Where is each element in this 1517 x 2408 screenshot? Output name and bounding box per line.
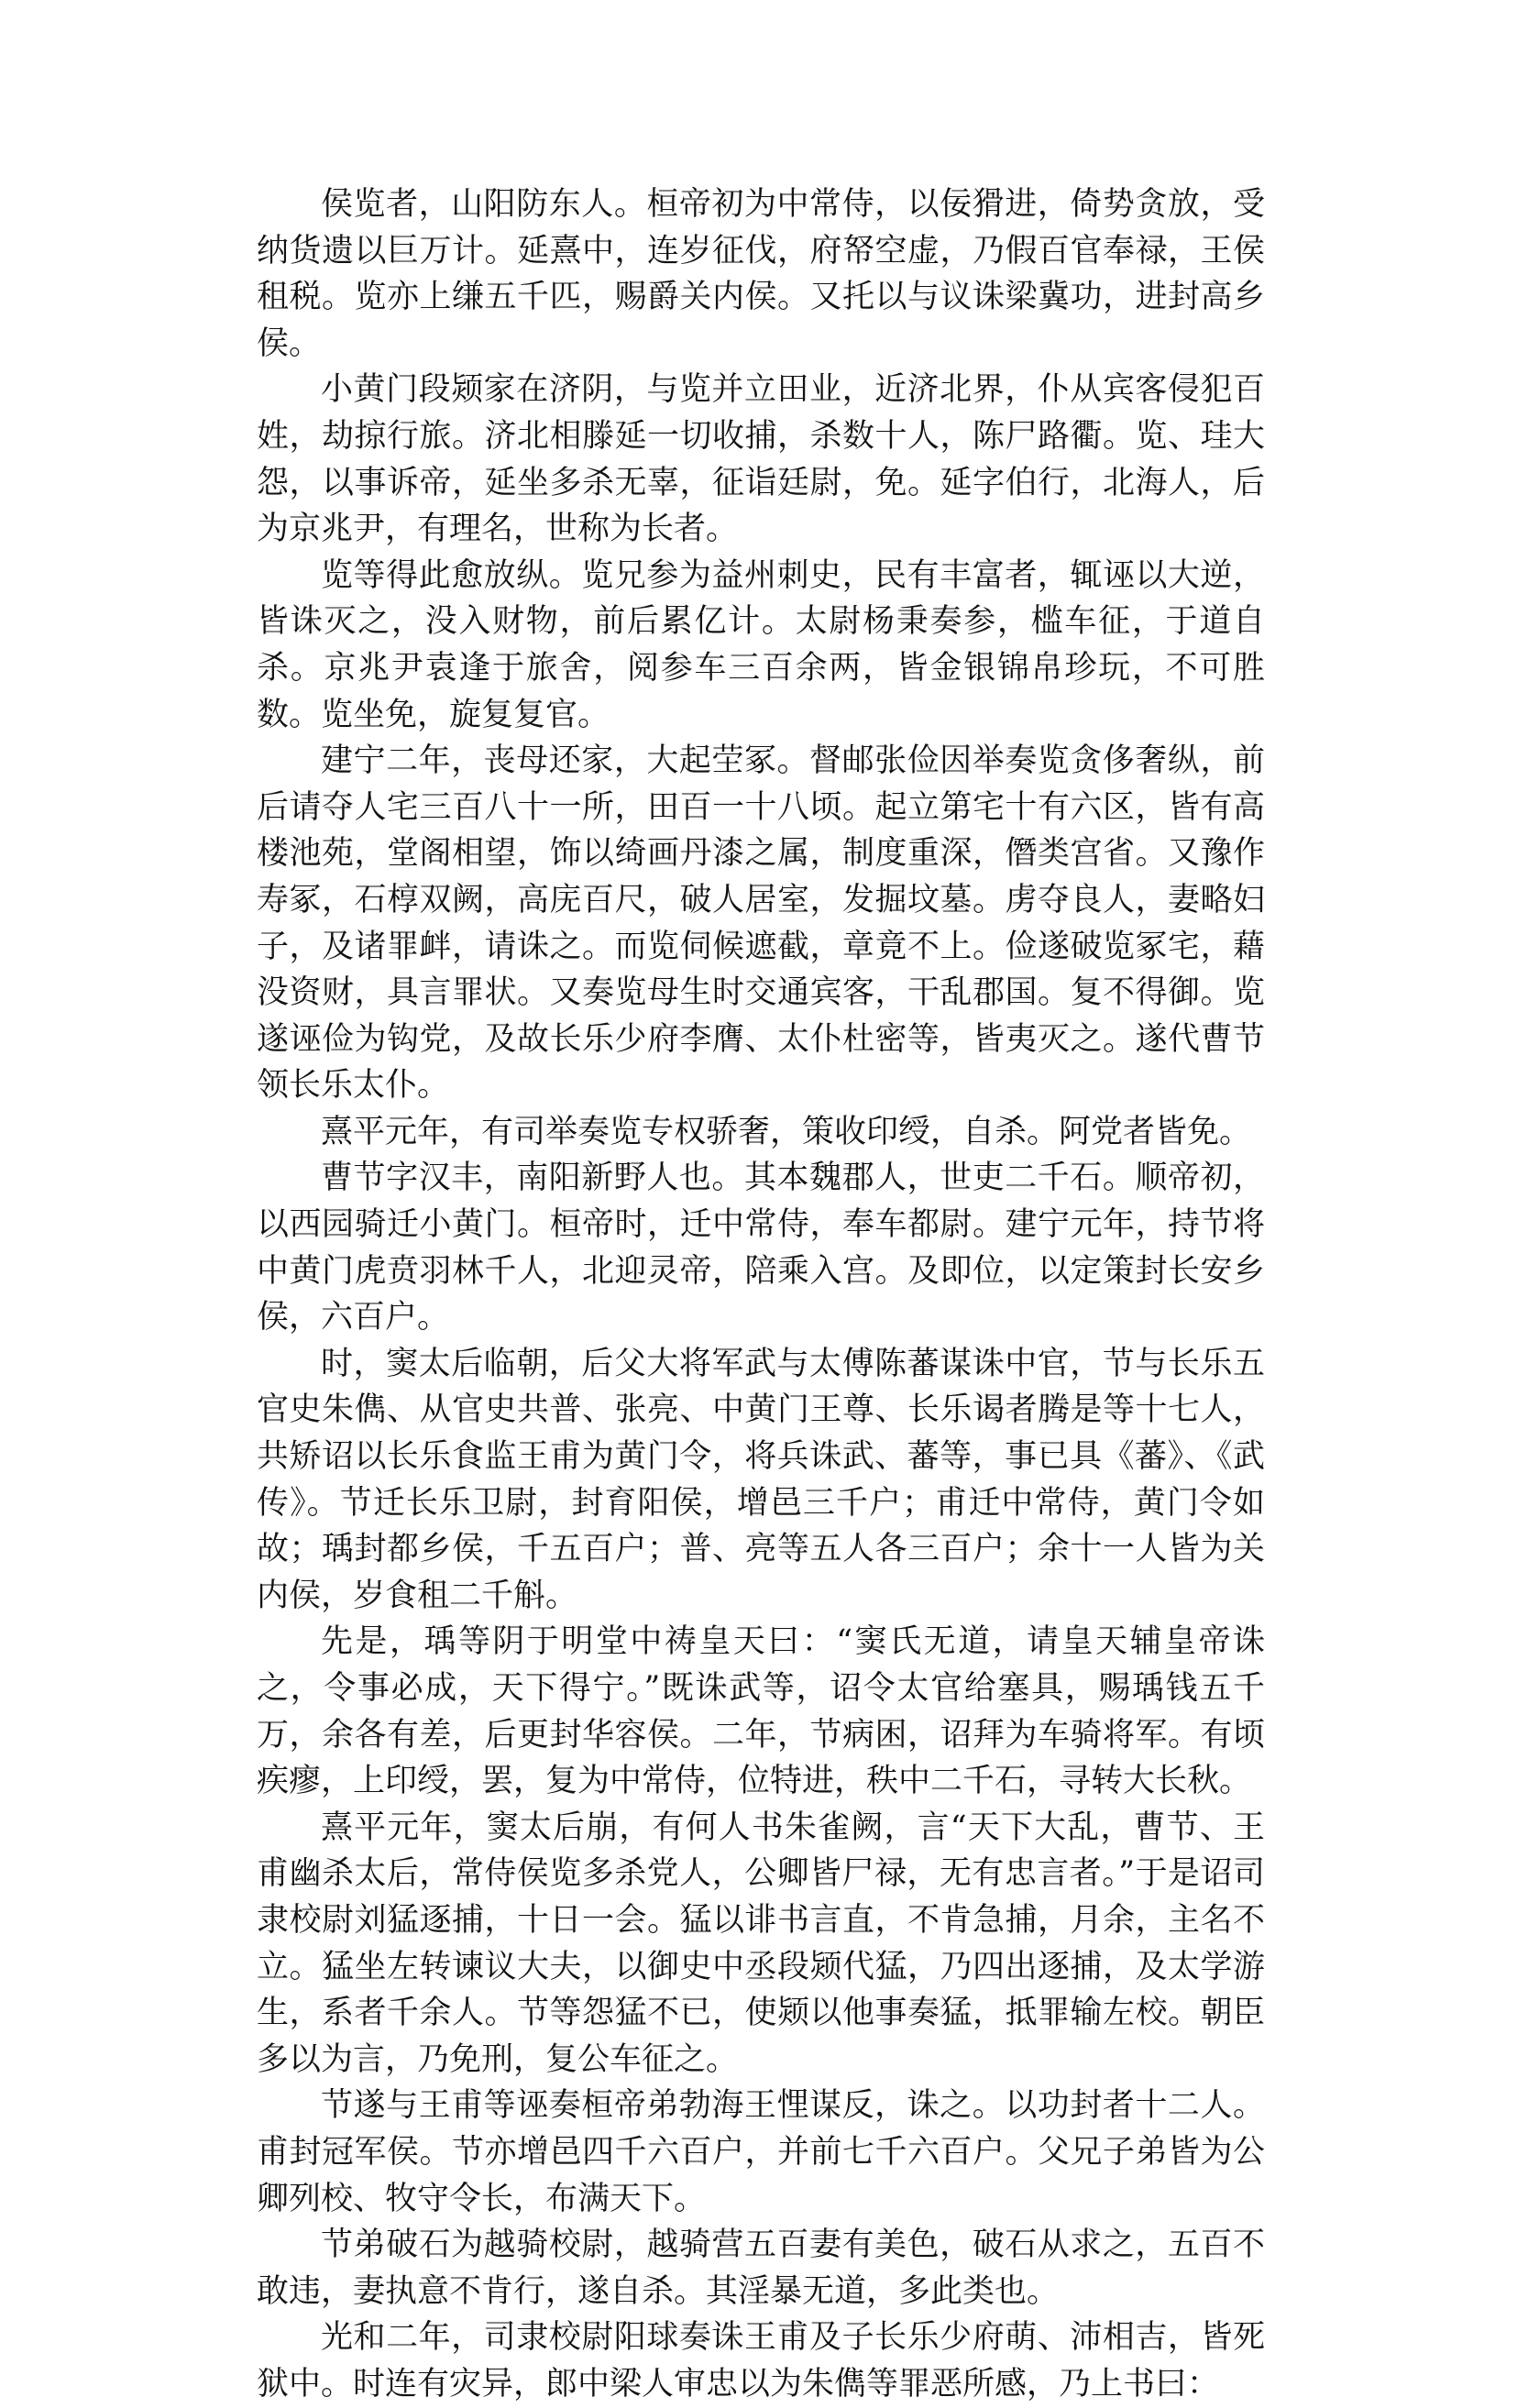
paragraph: 熹平元年，有司举奏览专权骄奢，策收印绶，自杀。阿党者皆免。 <box>321 1113 1252 1150</box>
paragraph: 时，窦太后临朝，后父大将军武与太傅陈蕃谋诛中官，节与长乐五官史朱儁、从官史共普、张亮、中黄门王尊、长乐谒者腾是等十七人，共矫诏以长乐食监王甫为黄门令，将兵诛武、蕃等，事已具《蕃》、《武传》。节迁长乐卫尉，封育阳侯，增邑三千户；甫迁中常侍，黄门令如故；瑀封都乡侯，千五百户；普、亮等五人各三百户；余十一人皆为关内侯，岁食租二千斛。 <box>257 1345 1265 1614</box>
paragraph: 览等得此愈放纵。览兄参为益州刺史，民有丰富者，辄诬以大逆，皆诛灭之，没入财物，前后累亿计。太尉杨秉奏参，槛车征，于道自杀。京兆尹袁逢于旅舍，阅参车三百余两，皆金银锦帛珍玩，不可胜数。览坐免，旋复复官。 <box>257 556 1265 733</box>
paragraph: 建宁二年，丧母还家，大起茔冢。督邮张俭因举奏览贪侈奢纵，前后请夺人宅三百八十一所，田百一十八顷。起立第宅十有六区，皆有高楼池苑，堂阁相望，饰以绮画丹漆之属，制度重深，僭类宫省。又豫作寿冢，石椁双阙，高庑百尺，破人居室，发掘坟墓。虏夺良人，妻略妇子，及诸罪衅，请诛之。而览伺候遮截，章竟不上。俭遂破览冢宅，藉没资财，具言罪状。又奏览母生时交通宾客，干乱郡国。复不得御。览遂诬俭为钩党，及故长乐少府李膺、太仆杜密等，皆夷灭之。遂代曹节领长乐太仆。 <box>257 742 1265 1105</box>
paragraph: 曹节字汉丰，南阳新野人也。其本魏郡人，世吏二千石。顺帝初，以西园骑迁小黄门。桓帝时，迁中常侍，奉车都尉。建宁元年，持节将中黄门虎贲羽林千人，北迎灵帝，陪乘入宫。及即位，以定策封长安乡侯，六百户。 <box>257 1160 1265 1336</box>
paragraph: 节遂与王甫等诬奏桓帝弟勃海王悝谋反，诛之。以功封者十二人。甫封冠军侯。节亦增邑四千六百户，并前七千六百户。父兄子弟皆为公卿列校、牧守令长，布满天下。 <box>257 2087 1265 2217</box>
paragraph: 侯览者，山阳防东人。桓帝初为中常侍，以佞猾进，倚势贪放，受纳货遗以巨万计。延熹中，连岁征伐，府帑空虚，乃假百官奉禄，王侯租税。览亦上缣五千匹，赐爵关内侯。又托以与议诛梁冀功，进封高乡侯。 <box>257 186 1265 362</box>
document-page <box>257 181 1265 2408</box>
paragraph: 节弟破石为越骑校尉，越骑营五百妻有美色，破石从求之，五百不敢违，妻执意不肯行，遂自杀。其淫暴无道，多此类也。 <box>257 2227 1265 2310</box>
paragraph: 先是，瑀等阴于明堂中祷皇天曰：“窦氏无道，请皇天辅皇帝诛之，令事必成，天下得宁。”既诛武等，诏令太官给塞具，赐瑀钱五千万，余各有差，后更封华容侯。二年，节病困，诏拜为车骑将军。有顷疾瘳，上印绶，罢，复为中常侍，位特进，秩中二千石，寻转大长秋。 <box>257 1623 1265 1800</box>
paragraph: 小黄门段颎家在济阴，与览并立田业，近济北界，仆从宾客侵犯百姓，劫掠行旅。济北相滕延一切收捕，杀数十人，陈尸路衢。览、珪大怨，以事诉帝，延坐多杀无辜，征诣廷尉，免。延字伯行，北海人，后为京兆尹，有理名，世称为长者。 <box>257 371 1265 548</box>
paragraph: 光和二年，司隶校尉阳球奏诛王甫及子长乐少府萌、沛相吉，皆死狱中。时连有灾异，郎中梁人审忠以为朱儁等罪恶所感，乃上书曰： <box>257 2319 1265 2403</box>
paragraph: 熹平元年，窦太后崩，有何人书朱雀阙，言“天下大乱，曹节、王甫幽杀太后，常侍侯览多杀党人，公卿皆尸禄，无有忠言者。”于是诏司隶校尉刘猛逐捕，十日一会。猛以诽书言直，不肯急捕，月余，主名不立。猛坐左转谏议大夫，以御史中丞段颎代猛，乃四出逐捕，及太学游生，系者千余人。节等怨猛不已，使颎以他事奏猛，抵罪输左校。朝臣多以为言，乃免刑，复公车征之。 <box>257 1809 1265 2078</box>
